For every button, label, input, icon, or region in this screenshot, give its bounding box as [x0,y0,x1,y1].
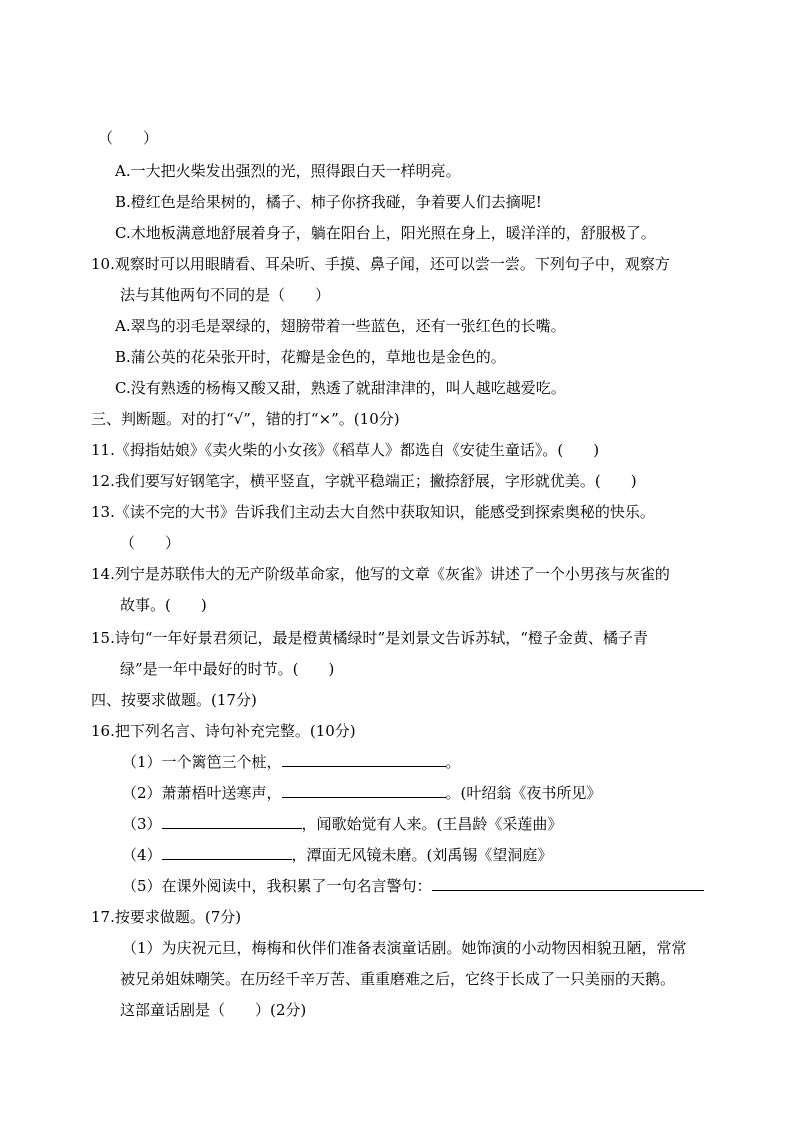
q16-item3-blank[interactable] [162,814,302,829]
q16-item3 [122,814,562,834]
q16-item5-text: （5）在课外阅读中，我积累了一句名言警句： [122,877,432,895]
q16-item2-end: 。(叶绍翁《夜书所见》 [445,784,602,802]
q10-stem-line1: 10.观察时可以用眼睛看、耳朵听、手摸、鼻子闻，还可以尝一尝。下列句子中，观察方 [91,255,670,273]
q16-item4-text: （4） [122,846,162,864]
q16-item4 [122,845,552,865]
q16-item2 [122,783,601,803]
q16-item1-text: （1）一个篱笆三个桩， [122,753,282,771]
q16-item1 [122,752,461,772]
q10-stem-line2: 法与其他两句不同的是（ ） [120,286,331,304]
q13-line1: 13.《读不完的大书》告诉我们主动去大自然中获取知识，能感受到探索奥秘的快乐。 [91,503,655,521]
q14-line2: 故事。( ) [120,596,207,614]
q9-paren: （ ） [98,129,159,147]
q13-line2: （ ） [120,534,181,552]
q16-item2-text: （2）萧萧梧叶送寒声， [122,784,282,802]
q16-item1-end: 。 [445,753,461,771]
q16-item3-end: ，闻歌始觉有人来。(王昌龄《采莲曲》 [301,815,563,833]
q17-item1-line2: 被兄弟姐妹嘲笑。在历经千辛万苦、重重磨难之后，它终于长成了一只美丽的天鹅。 [120,970,676,988]
q15-line2: 绿”是一年中最好的时节。( ) [120,660,335,678]
q15-line1: 15.诗句“一年好景君须记，最是橙黄橘绿时”是刘景文告诉苏轼，“橙子金黄、橘子青 [91,629,648,647]
q9-option-c: C.木地板满意地舒展着身子，躺在阳台上，阳光照在身上，暖洋洋的，舒服极了。 [115,224,656,242]
q10-option-c: C.没有熟透的杨梅又酸又甜，熟透了就甜津津的，叫人越吃越爱吃。 [115,379,566,397]
q9-option-a: A.一大把火柴发出强烈的光，照得跟白天一样明亮。 [115,162,461,180]
q9-option-b: B.橙红色是给果树的，橘子、柿子你挤我碰，争着要人们去摘呢! [115,193,542,211]
section4-title: 四、按要求做题。(17分) [91,691,257,709]
q11: 11.《拇指姑娘》《卖火柴的小女孩》《稻草人》都选自《安徒生童话》。( ) [91,441,600,459]
q16-item1-blank[interactable] [282,752,446,767]
section3-title: 三、判断题。对的打“√”，错的打“×”。(10分) [91,410,400,428]
q16-item3-text: （3） [122,815,162,833]
q14-line1: 14.列宁是苏联伟大的无产阶级革命家，他写的文章《灰雀》讲述了一个小男孩与灰雀的 [91,565,670,583]
q16-item4-blank[interactable] [162,845,292,860]
q16: 16.把下列名言、诗句补充完整。(10分) [91,722,356,740]
q16-item5 [122,876,704,896]
q17: 17.按要求做题。(7分) [91,908,242,926]
q17-item1-line3: 这部童话剧是（ ）(2分) [120,1001,307,1019]
q16-item2-blank[interactable] [282,783,446,798]
q12: 12.我们要写好钢笔字，横平竖直，字就平稳端正；撇捺舒展，字形就优美。( ) [91,472,637,490]
q16-item5-blank[interactable] [432,876,704,891]
q17-item1-line1: （1）为庆祝元旦，梅梅和伙伴们准备表演童话剧。她饰演的小动物因相貌丑陋，常常 [122,939,687,957]
q10-option-b: B.蒲公英的花朵张开时，花瓣是金色的，草地也是金色的。 [115,348,506,366]
q16-item4-end: ，潭面无风镜未磨。(刘禹锡《望洞庭》 [291,846,553,864]
q10-option-a: A.翠鸟的羽毛是翠绿的，翅膀带着一些蓝色，还有一张红色的长嘴。 [115,317,566,335]
